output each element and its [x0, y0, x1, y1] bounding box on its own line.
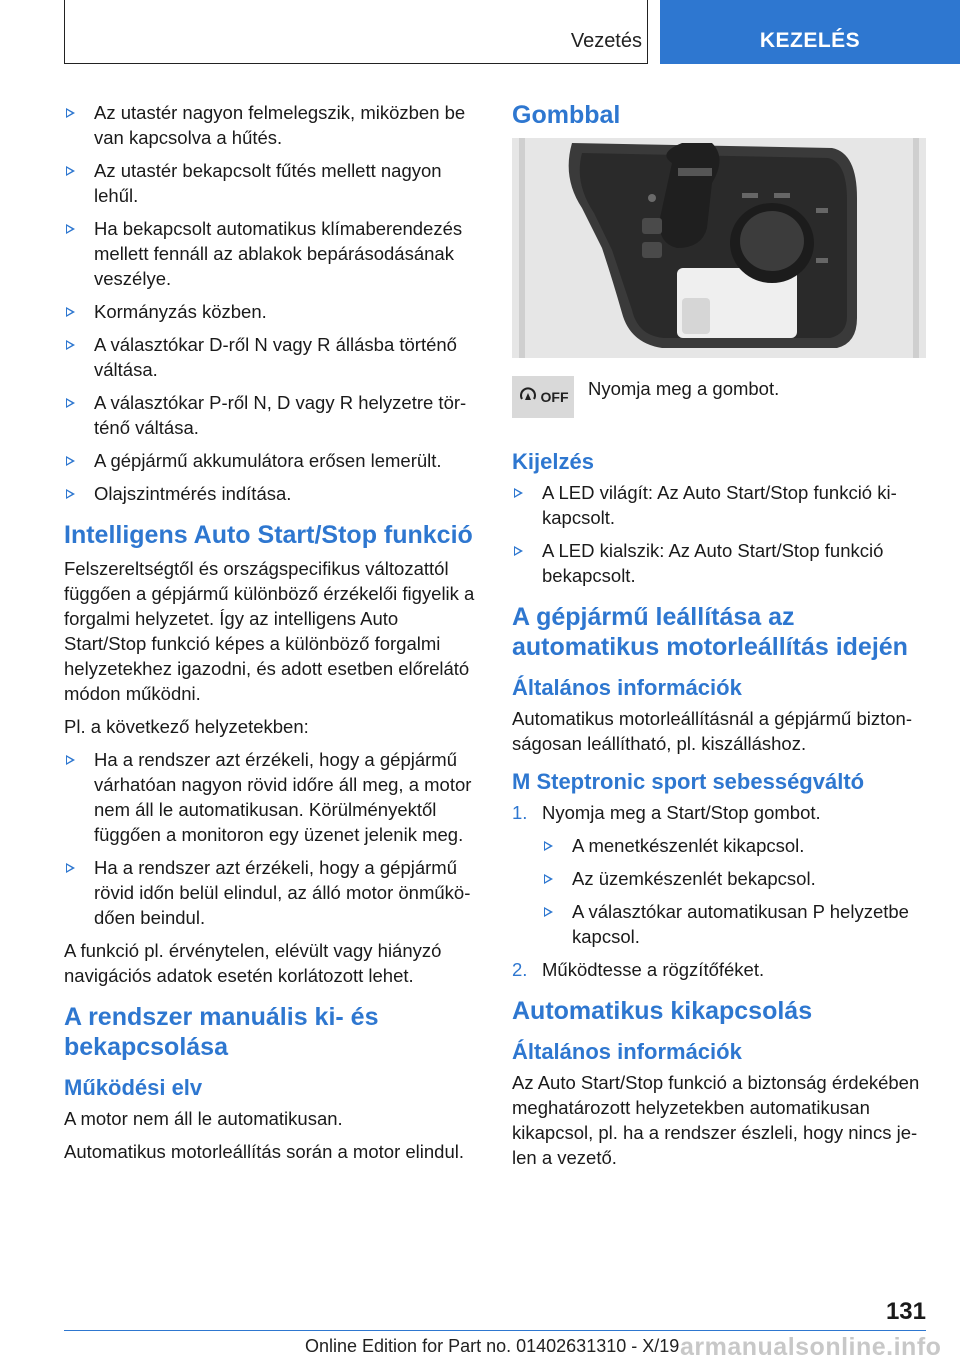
- header-section-title: Vezetés: [570, 30, 642, 52]
- list-item: A menetkészenlét kikapcsol.: [542, 833, 926, 858]
- left-column: [64, 100, 478, 1172]
- intelligent-start-stop-heading: Intelligens Auto Start/Stop funkció: [64, 521, 473, 549]
- list-item: Az utastér bekapcsolt fűtés mellett nagyon lehűl.: [64, 158, 478, 208]
- triangle-bullet-icon: [66, 340, 75, 350]
- intelligent-paragraph: Felszereltségtől és országspecifikus változattól függően a gépjármű különböző érzékelői figyelik a forgalmi helyzetet. Így az intelligens Auto Start/Stop funkció képes a különböző forgalmi helyzetekhez igazodni, és adott esetben előrelátó módon működni.: [64, 558, 475, 704]
- footer-divider: [64, 1330, 926, 1331]
- list-item: A választókar P-ről N, D vagy R helyzetre történő váltása.: [64, 390, 478, 440]
- list-item: A gépjármű akkumulátora erősen lemerült.: [64, 448, 478, 473]
- button-heading: Gombbal: [512, 101, 621, 129]
- triangle-bullet-icon: [66, 224, 75, 234]
- triangle-bullet-icon: [544, 841, 553, 851]
- display-heading: Kijelzés: [512, 449, 594, 474]
- list-item: Olajszintmérés indítása.: [64, 481, 478, 506]
- auto-off-heading: Automatikus kikapcsolás: [512, 997, 813, 1025]
- edition-footer: Online Edition for Part no. 01402631310 - X/19: [305, 1336, 680, 1356]
- list-item: A választókar automatikusan P helyzetbe kapcsol.: [542, 899, 926, 949]
- general-info-heading-1: Általános információk: [512, 675, 742, 700]
- parking-heading: A gépjármű leállítása az automatikus motorleállítás idején: [512, 603, 908, 661]
- auto-start-stop-off-button-icon: OFF: [512, 376, 574, 418]
- steptronic-steps: [512, 800, 926, 982]
- triangle-bullet-icon: [66, 166, 75, 176]
- center-console-photo: [512, 138, 926, 358]
- step-item: 1. Nyomja meg a Start/Stop gombot. A menetkészenlét kikapcsol. Az üzemkészenlét bekapcsol. A választókar automatikusan P helyzetbe kapcsol.: [512, 800, 926, 949]
- triangle-bullet-icon: [514, 488, 523, 498]
- general-info-heading-2: Általános információk: [512, 1039, 742, 1064]
- principle-text-2: Automatikus motorleállítás során a motor elindul.: [64, 1141, 464, 1162]
- auto-start-stop-icon: [518, 387, 538, 407]
- principle-subheading: Működési elv: [64, 1075, 203, 1100]
- right-column: [512, 100, 926, 1178]
- triangle-bullet-icon: [66, 755, 75, 765]
- triangle-bullet-icon: [66, 489, 75, 499]
- triangle-bullet-icon: [66, 108, 75, 118]
- list-item: Ha a rendszer azt érzékeli, hogy a gépjármű rövid időn belül elindul, az álló motor önműködően beindul.: [64, 855, 478, 930]
- triangle-bullet-icon: [514, 546, 523, 556]
- display-bullet-list: [512, 480, 926, 588]
- list-item: Kormányzás közben.: [64, 299, 478, 324]
- principle-text-1: A motor nem áll le automatikusan.: [64, 1108, 343, 1129]
- press-button-instruction: Nyomja meg a gombot.: [588, 378, 780, 399]
- intro-bullet-list: [64, 100, 478, 506]
- list-item: Ha bekapcsolt automatikus klímaberendezés mellett fennáll az ablakok bepárásodásának veszélye.: [64, 216, 478, 291]
- step-sub-list: [542, 833, 926, 949]
- list-item: Az utastér nagyon felmelegszik, miközben be van kapcsolva a hűtés.: [64, 100, 478, 150]
- list-item: Az üzemkészenlét bekapcsol.: [542, 866, 926, 891]
- manual-toggle-heading: A rendszer manuális ki- és bekapcsolása: [64, 1003, 379, 1061]
- center-console-illustration: [512, 138, 926, 358]
- auto-off-text: Az Auto Start/Stop funkció a biztonság érdekében meghatározott helyzetekben automatikusan kikapcsol, pl. ha a rendszer észleli, hogy nincs jelen a vezető.: [512, 1072, 920, 1168]
- limitation-note: A funkció pl. érvénytelen, elévült vagy hiányzó navigációs adatok esetén korlátozott lehet.: [64, 940, 442, 986]
- list-item: A választókar D-ről N vagy R állásba történő váltása.: [64, 332, 478, 382]
- watermark: armanualsonline.info: [680, 1333, 942, 1361]
- off-button-row: [512, 376, 926, 436]
- steptronic-heading: M Steptronic sport sebességváltó: [512, 769, 865, 794]
- general-info-text-1: Automatikus motorleállításnál a gépjármű biztonságosan leállítható, pl. kiszálláshoz.: [512, 708, 913, 754]
- list-item: A LED kialszik: Az Auto Start/Stop funkció bekapcsolt.: [512, 538, 926, 588]
- header-chapter-tab: KEZELÉS: [660, 0, 960, 64]
- list-item: Ha a rendszer azt érzékeli, hogy a gépjármű várhatóan nagyon rövid időre áll meg, a motor nem áll le automatikusan. Körülményektől függően a monitoron egy üzenet jelenik meg.: [64, 747, 478, 847]
- intelligent-bullet-list: [64, 747, 478, 930]
- page-number: 131: [885, 1298, 926, 1325]
- step-item: 2. Működtesse a rögzítőféket.: [512, 959, 765, 980]
- triangle-bullet-icon: [66, 456, 75, 466]
- list-item: A LED világít: Az Auto Start/Stop funkció kikapcsolt.: [512, 480, 926, 530]
- triangle-bullet-icon: [66, 307, 75, 317]
- header-frame: [64, 0, 648, 64]
- triangle-bullet-icon: [66, 863, 75, 873]
- triangle-bullet-icon: [544, 874, 553, 884]
- triangle-bullet-icon: [66, 398, 75, 408]
- triangle-bullet-icon: [544, 907, 553, 917]
- examples-intro: Pl. a következő helyzetekben:: [64, 716, 309, 737]
